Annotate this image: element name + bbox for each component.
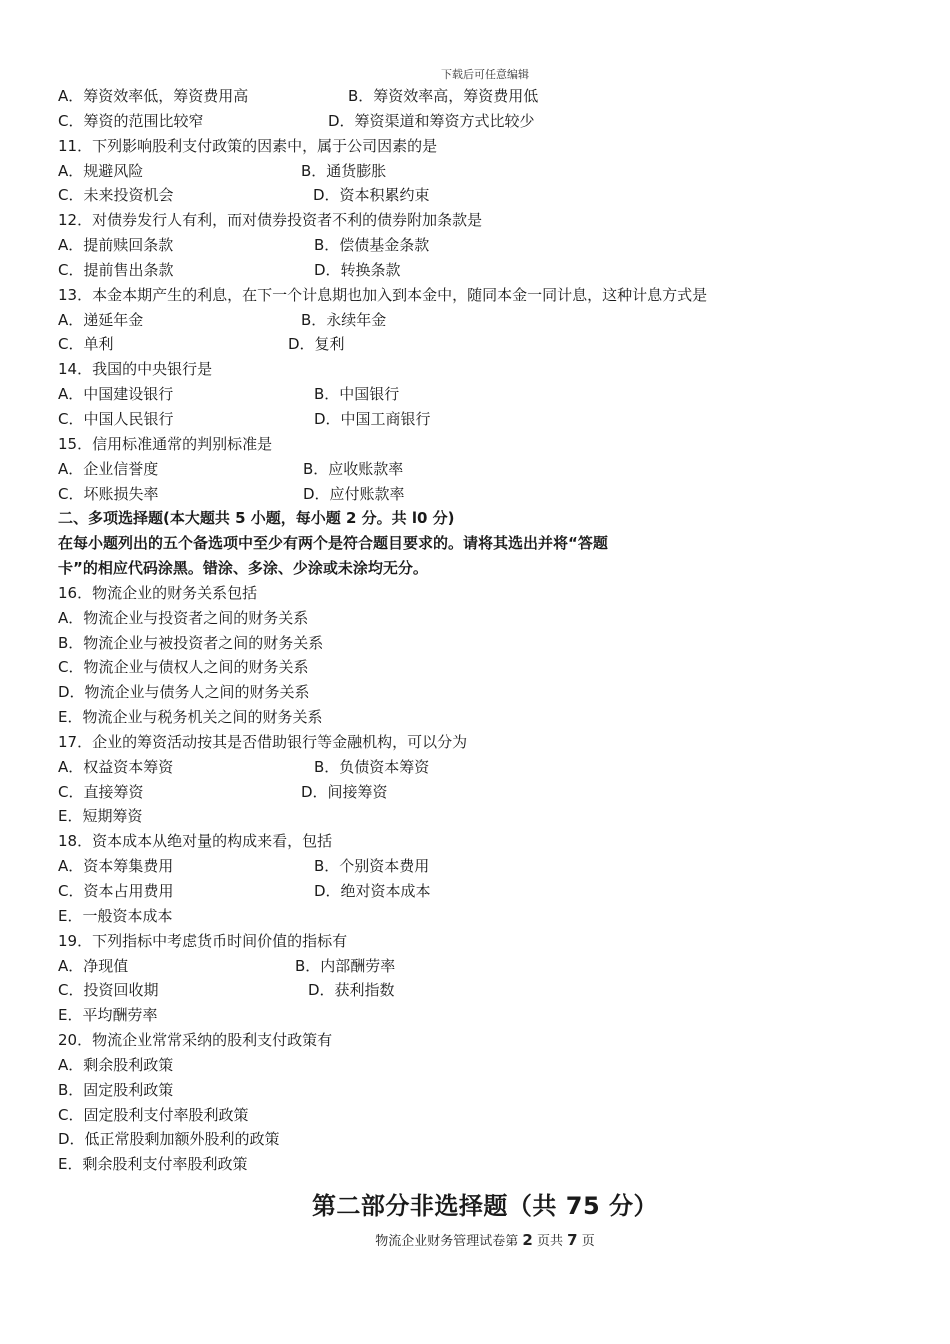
line-text: C．投资回收期 — [58, 981, 159, 1000]
line-text: E．一般资本成本 — [58, 906, 173, 925]
line-text: 19．下列指标中考虑货币时间价值的指标有 — [58, 931, 348, 950]
text-line — [58, 1152, 898, 1177]
line-text: D．物流企业与债务人之间的财务关系 — [58, 683, 310, 702]
line-text: B．固定股利政策 — [58, 1080, 174, 1099]
line-text: A．净现值 — [58, 956, 129, 975]
option-text: B．负债资本筹资 — [314, 757, 430, 776]
line-text: 15．信用标准通常的判别标准是 — [58, 434, 273, 453]
line-text: 13．本金本期产生的利息，在下一个计息期也加入到本金中，随同本金一同计息，这种计息方式是 — [58, 285, 708, 304]
text-line — [58, 432, 898, 457]
text-line — [58, 929, 898, 954]
option-row — [58, 879, 898, 904]
option-row — [58, 978, 898, 1003]
text-line — [58, 1127, 898, 1152]
option-text: D．获利指数 — [308, 981, 395, 1000]
line-text: C．资本占用费用 — [58, 882, 174, 900]
section-title: 第二部分非选择题（共 75 分） — [311, 1192, 659, 1220]
line-text: 20．物流企业常常采纳的股利支付政策有 — [58, 1031, 333, 1050]
line-text: C．物流企业与债权人之间的财务关系 — [58, 658, 309, 677]
option-row — [58, 84, 898, 109]
text-line — [58, 1053, 898, 1078]
option-text: D．应付账款率 — [303, 484, 405, 503]
section-instruction — [58, 556, 898, 581]
option-row — [58, 780, 898, 805]
option-text: D．间接筹资 — [301, 782, 388, 801]
footer-total-pages: 7 — [567, 1231, 578, 1249]
option-row — [58, 332, 898, 357]
option-text: D．转换条款 — [314, 260, 401, 279]
line-text: E．平均酬劳率 — [58, 1006, 158, 1025]
text-line — [58, 1103, 898, 1128]
line-text: C．未来投资机会 — [58, 186, 174, 205]
text-line — [58, 705, 898, 730]
option-row — [58, 258, 898, 283]
footer-prefix: 物流企业财务管理试卷第 — [375, 1234, 519, 1249]
option-text: B．偿债基金条款 — [314, 236, 430, 255]
line-text: A．资本筹集费用 — [58, 857, 174, 876]
line-text: 16．物流企业的财务关系包括 — [58, 583, 258, 602]
text-line — [58, 1028, 898, 1053]
line-text: A．物流企业与投资者之间的财务关系 — [58, 608, 309, 627]
text-line — [58, 631, 898, 656]
option-row — [58, 954, 898, 979]
text-line — [58, 730, 898, 755]
line-text: A．筹资效率低，筹资费用高 — [58, 87, 249, 105]
line-text: C．固定股利支付率股利政策 — [58, 1105, 249, 1124]
option-text: D．筹资渠道和筹资方式比较少 — [328, 111, 535, 130]
footer-suffix: 页 — [581, 1234, 595, 1249]
option-row — [58, 233, 898, 258]
line-text: E．物流企业与税务机关之间的财务关系 — [58, 708, 323, 727]
line-text: A．递延年金 — [58, 310, 144, 329]
option-text: D．复利 — [288, 335, 345, 354]
option-row — [58, 457, 898, 482]
line-text: 11．下列影响股利支付政策的因素中，属于公司因素的是 — [58, 136, 438, 155]
section-instruction — [58, 531, 898, 556]
line-text: E．短期筹资 — [58, 807, 143, 826]
option-row — [58, 382, 898, 407]
option-text: D．中国工商银行 — [314, 409, 431, 428]
question-content — [58, 84, 898, 1177]
option-row — [58, 308, 898, 333]
line-text: B．物流企业与被投资者之间的财务关系 — [58, 633, 324, 652]
line-text: 12．对债券发行人有利，而对债券投资者不利的债券附加条款是 — [58, 211, 483, 230]
text-line — [58, 804, 898, 829]
text-line — [58, 208, 898, 233]
option-text: B．内部酬劳率 — [295, 956, 396, 975]
line-text: 14．我国的中央银行是 — [58, 360, 213, 379]
text-line — [58, 829, 898, 854]
option-text: B．中国银行 — [314, 385, 400, 404]
section-instruction — [58, 506, 898, 531]
footer-page-number: 2 — [522, 1231, 533, 1249]
line-text: D．低正常股剩加额外股利的政策 — [58, 1130, 280, 1149]
line-text: C．坏账损失率 — [58, 484, 159, 503]
option-text: B．永续年金 — [301, 310, 387, 329]
text-line — [58, 655, 898, 680]
text-line — [58, 357, 898, 382]
line-text: E．剩余股利支付率股利政策 — [58, 1155, 248, 1174]
option-row — [58, 755, 898, 780]
option-text: D．绝对资本成本 — [314, 882, 431, 900]
option-text: D．资本积累约束 — [313, 186, 430, 205]
header-note: 下载后可任意编辑 — [441, 68, 529, 81]
text-line — [58, 680, 898, 705]
option-text: B．个别资本费用 — [314, 857, 430, 876]
option-row — [58, 159, 898, 184]
option-row — [58, 183, 898, 208]
text-line — [58, 1003, 898, 1028]
line-text: A．提前赎回条款 — [58, 236, 174, 255]
footer-middle: 页共 — [536, 1234, 563, 1249]
line-text: 二、多项选择题(本大题共 5 小题，每小题 2 分。共 l0 分) — [58, 509, 455, 528]
line-text: 卡”的相应代码涂黑。错涂、多涂、少涂或未涂均无分。 — [58, 559, 428, 578]
line-text: 在每小题列出的五个备选项中至少有两个是符合题目要求的。请将其选出并将“答题 — [58, 534, 608, 553]
option-row — [58, 407, 898, 432]
line-text: C．提前售出条款 — [58, 260, 174, 279]
text-line — [58, 606, 898, 631]
text-line — [58, 904, 898, 929]
line-text: A．规避风险 — [58, 161, 144, 180]
line-text: C．直接筹资 — [58, 782, 144, 801]
option-row — [58, 109, 898, 134]
option-text: B．通货膨胀 — [301, 161, 387, 180]
option-row — [58, 482, 898, 507]
line-text: A．企业信誉度 — [58, 459, 159, 478]
text-line — [58, 581, 898, 606]
option-text: B．筹资效率高，筹资费用低 — [348, 87, 539, 105]
line-text: A．剩余股利政策 — [58, 1055, 174, 1074]
line-text: A．中国建设银行 — [58, 385, 174, 404]
text-line — [58, 1078, 898, 1103]
text-line — [58, 283, 898, 308]
text-line — [58, 134, 898, 159]
line-text: A．权益资本筹资 — [58, 757, 174, 776]
page-footer — [0, 1230, 950, 1249]
line-text: C．筹资的范围比较窄 — [58, 111, 204, 130]
line-text: C．单利 — [58, 335, 114, 354]
option-row — [58, 854, 898, 879]
option-text: B．应收账款率 — [303, 459, 404, 478]
line-text: 17．企业的筹资活动按其是否借助银行等金融机构，可以分为 — [58, 732, 468, 751]
line-text: 18．资本成本从绝对量的构成来看，包括 — [58, 832, 333, 851]
line-text: C．中国人民银行 — [58, 409, 174, 428]
